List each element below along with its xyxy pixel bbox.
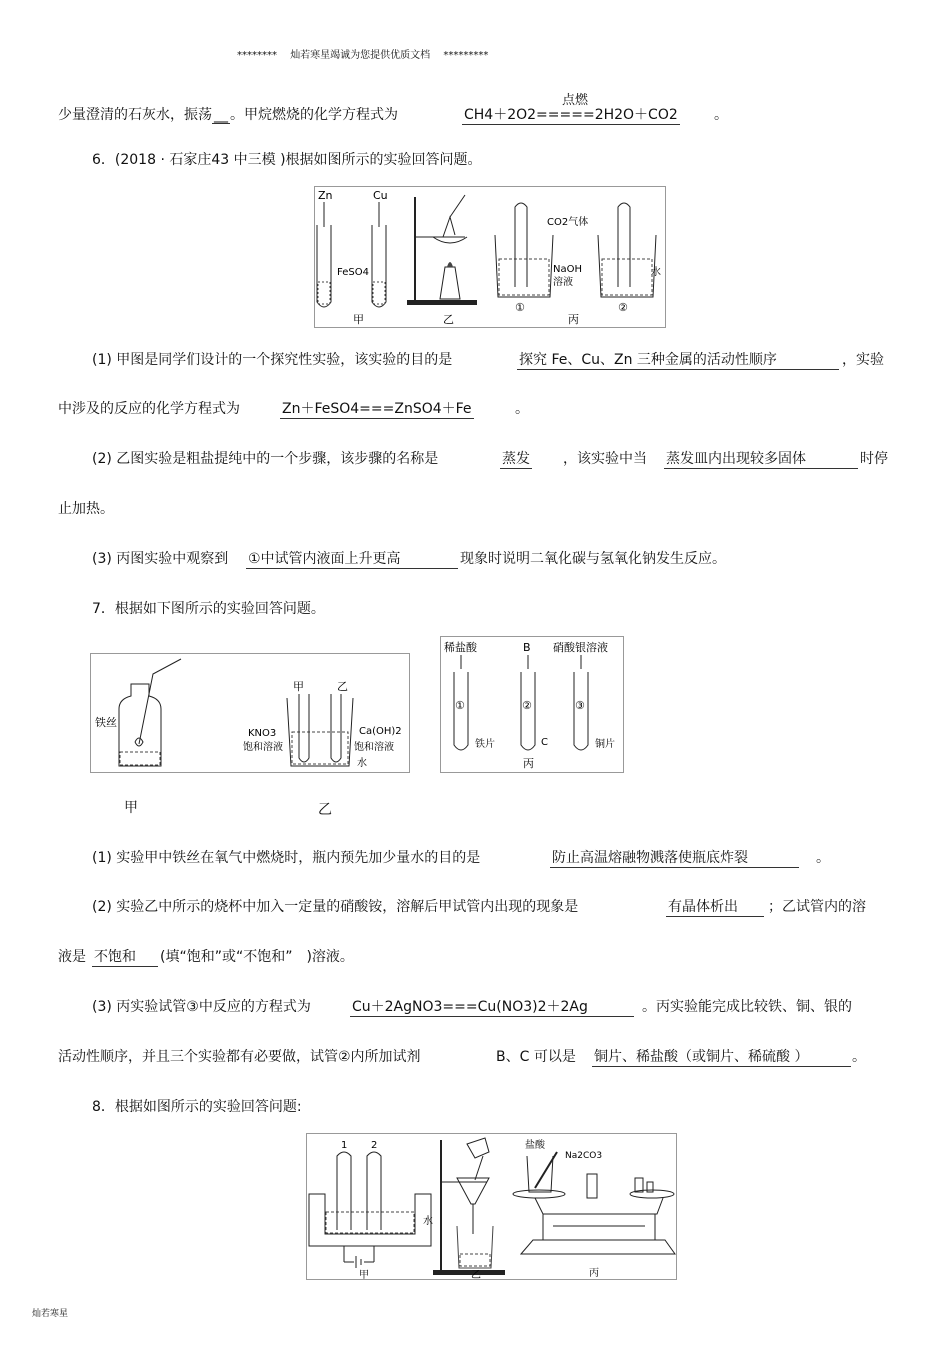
q7-p2-text-c: 液是 [58,949,86,965]
q7-fig-bing: 丙 [523,757,534,770]
q7-fig-caoh2: Ca(OH)2 [359,726,402,737]
q7-figure-right [440,636,624,773]
q6-title: 6．(2018 · 石家庄43 中三模 )根据如图所示的实验回答问题。 [92,152,482,168]
q7-fig-n2: ② [522,699,532,712]
header [237,47,488,65]
q8-fig-water: 水 [423,1216,433,1227]
q6-p1-end: 。 [515,401,529,417]
q6-fig-n1: ① [515,301,525,314]
q7-figure-left [90,653,410,773]
q5-condition: 点燃 [562,93,589,108]
q8-title: 8．根据如图所示的实验回答问题: [92,1099,302,1115]
q8-fig-jia: 甲 [359,1270,369,1279]
q7-fig-agno3: 硝酸银溶液 [553,641,608,654]
q7-fig-kno3: KNO3 [248,728,277,739]
q7-p1-end: 。 [816,850,830,866]
q6-figure-drawing [315,187,665,327]
q7-fig-copper-sheet: 铜片 [595,739,615,750]
q6-p1-text-b: ，实验 [842,352,884,368]
q7-p3-end: 。 [852,1049,866,1065]
q5-blank: __ [214,107,228,123]
q6-fig-co2: CO2气体 [547,217,589,228]
q8-figure-drawing [307,1134,676,1279]
q7-fig-yi-top: 乙 [337,680,348,693]
q5-prefix: 少量澄清的石灰水，振荡 [58,107,212,123]
q6-fig-water: 水 [651,267,661,278]
footer: 灿若寒星 [32,1309,69,1319]
q7-fig-hcl: 稀盐酸 [444,641,477,654]
q7-fig-b: B [523,641,531,654]
q7-p2-text-d: (填“饱和”或“不饱和” )溶液。 [160,949,354,965]
q5-line [58,106,398,124]
q7-label-yi: 乙 [318,802,332,818]
q5-end: 。 [714,107,728,123]
q6-p3-text-b: 现象时说明二氧化碳与氢氧化钠发生反应。 [460,551,726,567]
q6-p1-text-a: (1) 甲图是同学们设计的一个探究性实验，该实验的目的是 [92,352,453,368]
header-title: 灿若寒星竭诚为您提供优质文档 [290,50,431,61]
q7-fig-caoh2-sat: 饱和溶液 [354,742,394,753]
q8-fig-na2co3: Na2CO3 [565,1151,603,1161]
q6-p1-answer: 探究 Fe、Cu、Zn 三种金属的活动性顺序 [517,351,839,370]
q6-p2-answer1: 蒸发 [502,451,530,467]
q6-fig-solution: 溶液 [553,277,573,288]
q6-p1-equation: Zn＋FeSO4===ZnSO4＋Fe [282,401,472,417]
q7-fig-water: 水 [357,758,367,769]
q6-p2-text-c: 时停 [860,451,888,467]
q6-p2-text-b: ，该实验中当 [563,451,647,467]
q6-p2-text-d: 止加热。 [58,501,114,517]
q6-p1-line1 [92,351,452,369]
q7-figure-right-drawing [441,637,623,772]
q5-equation: CH4＋2O2=====2H2O＋CO2 [464,107,678,123]
q7-fig-iron-sheet: 铁片 [475,739,495,750]
header-stars-left: ******** [237,50,277,61]
q7-fig-c: C [541,737,548,748]
q7-p3-text-c: 活动性顺序，并且三个实验都有必要做，试管②内所加试剂 [58,1049,421,1065]
q6-fig-bing: 丙 [568,313,579,326]
q6-p2-answer2: 蒸发皿内出现较多固体 [664,450,858,469]
q7-p3-text-a: (3) 丙实验试管③中反应的方程式为 [92,999,311,1015]
q7-p2-text-a: (2) 实验乙中所示的烧杯中加入一定量的硝酸铵，溶解后甲试管内出现的现象是 [92,899,579,915]
q8-fig-yi: 乙 [471,1270,481,1279]
q7-p1-answer: 防止高温熔融物溅落使瓶底炸裂 [550,849,799,868]
q6-fig-cu: Cu [373,189,388,202]
q6-p1-text-c: 中涉及的反应的化学方程式为 [58,401,240,417]
q7-p3-text-b: 。丙实验能完成比较铁、铜、银的 [642,999,852,1015]
q7-fig-jia-top: 甲 [293,680,304,693]
q6-fig-naoh: NaOH [553,264,582,275]
q7-fig-n1: ① [455,699,465,712]
q6-fig-n2: ② [618,301,628,314]
q7-figure-left-drawing [91,654,409,772]
q7-p2-answer2: 不饱和 [92,948,158,967]
q6-fig-jia: 甲 [353,313,364,326]
q7-fig-iron-wire: 铁丝 [95,716,117,729]
q7-fig-kno3-sat: 饱和溶液 [243,742,283,753]
q8-figure [306,1133,677,1280]
q6-figure [314,186,666,328]
q7-p3-equation: Cu＋2AgNO3===Cu(NO3)2＋2Ag [350,998,634,1017]
q6-fig-feso4: FeSO4 [337,267,369,278]
q7-fig-n3: ③ [575,699,585,712]
q6-p3-answer: ①中试管内液面上升更高 [246,550,458,569]
q8-fig-hcl: 盐酸 [525,1140,545,1151]
q8-fig-n2: 2 [371,1140,378,1151]
q6-p2-text-a: (2) 乙图实验是粗盐提纯中的一个步骤，该步骤的名称是 [92,451,439,467]
q8-fig-bing: 丙 [589,1268,599,1279]
q6-p3-text-a: (3) 丙图实验中观察到 [92,551,229,567]
q7-p1-text-a: (1) 实验甲中铁丝在氧气中燃烧时，瓶内预先加少量水的目的是 [92,850,481,866]
q7-label-jia: 甲 [124,800,138,816]
header-stars-right: ********* [443,50,489,61]
q6-fig-yi: 乙 [443,313,454,326]
q7-p2-text-b: ；乙试管内的溶 [768,899,866,915]
q8-fig-n1: 1 [341,1140,348,1151]
q7-p2-answer1: 有晶体析出 [666,898,764,917]
q5-mid: 。甲烷燃烧的化学方程式为 [230,107,398,123]
q6-fig-zn: Zn [318,189,333,202]
q7-title: 7．根据如下图所示的实验回答问题。 [92,601,325,617]
q7-p3-text-d: B、C 可以是 [496,1049,576,1065]
q7-p3-answer: 铜片、稀盐酸（或铜片、稀硫酸 ） [592,1048,851,1067]
